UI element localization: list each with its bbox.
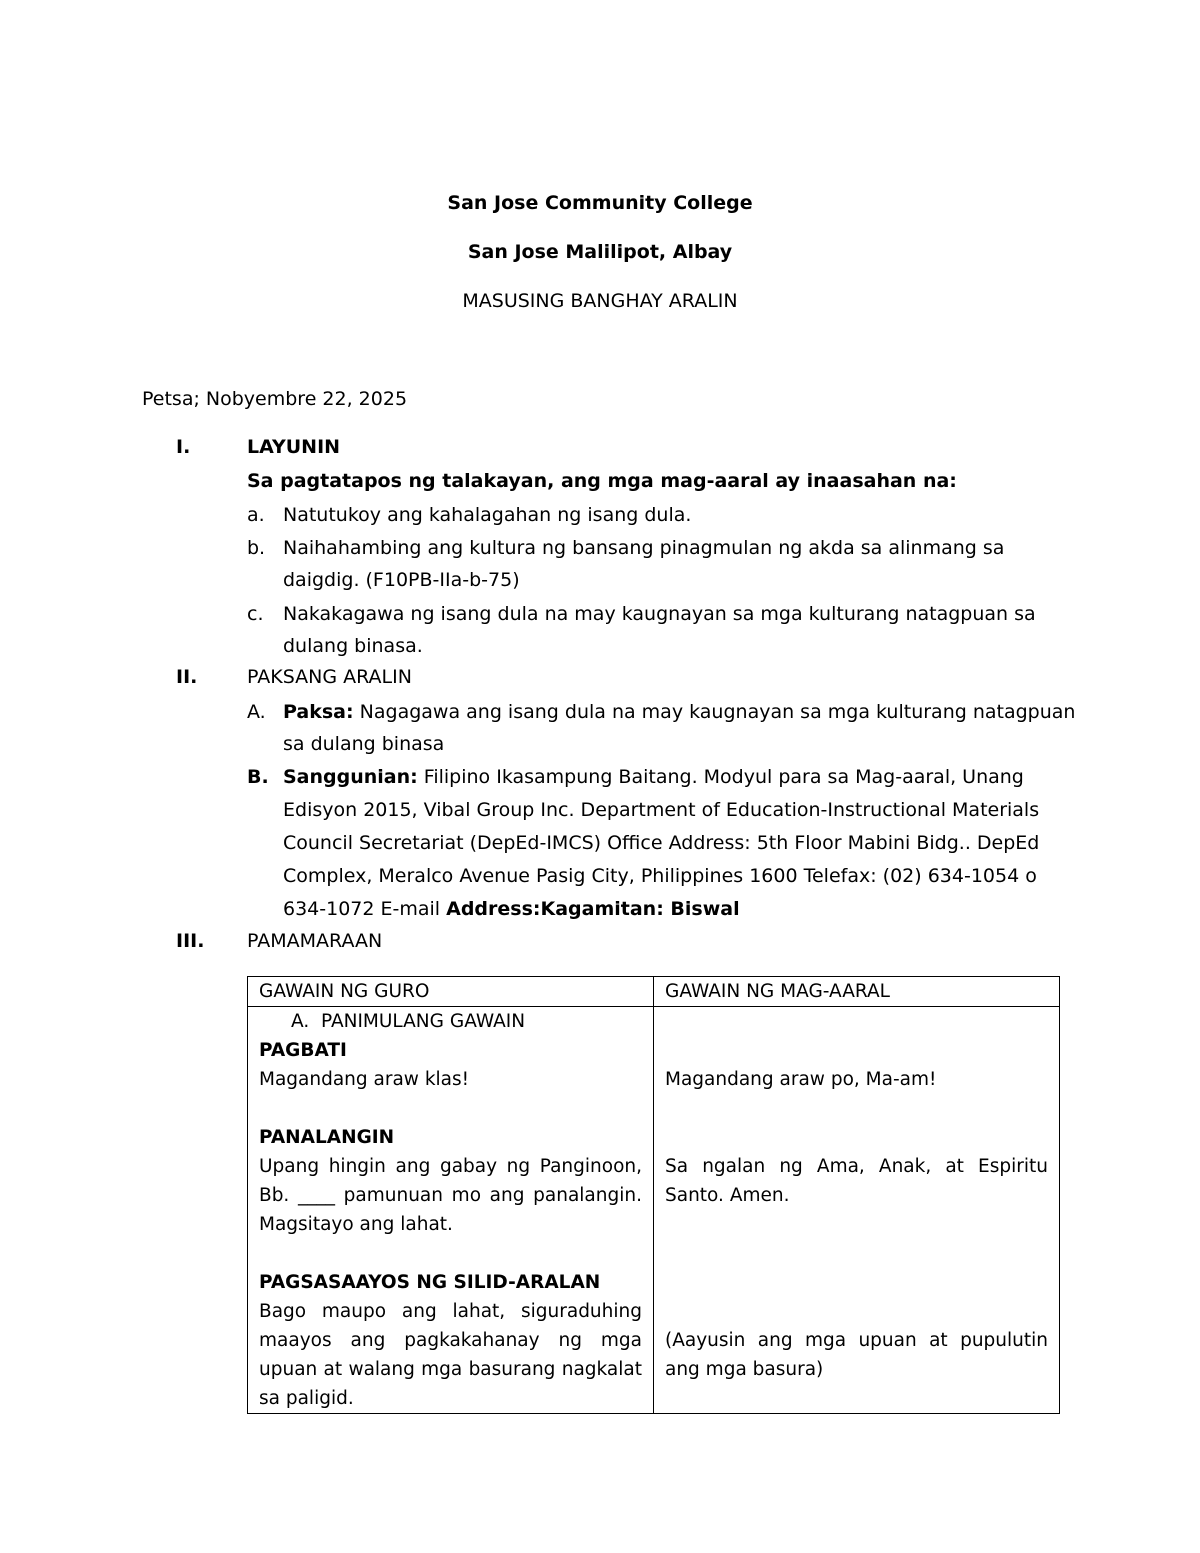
sanggunian-marker: B. bbox=[247, 766, 269, 788]
sanggunian-line3: Council Secretariat (DepEd-IMCS) Office Address: 5th Floor Mabini Bidg.. DepEd bbox=[283, 832, 1040, 854]
mag-aaral-column bbox=[654, 1007, 1060, 1414]
objective-a-marker: a. bbox=[247, 504, 265, 526]
pagsasaayos-mag-aaral: (Aayusin ang mga upuan at pupulutin ang mga basura) bbox=[665, 1330, 1048, 1380]
sanggunian-label: Sanggunian: bbox=[283, 766, 418, 788]
panalangin-mag-aaral: Sa ngalan ng Ama, Anak, at Espiritu Santo. Amen. bbox=[665, 1156, 1048, 1206]
date-line: Petsa; Nobyembre 22, 2025 bbox=[142, 388, 408, 410]
panalangin-guro: Upang hingin ang gabay ng Panginoon, Bb. ____ pamunuan mo ang panalangin. Magsitayo ang lahat. bbox=[259, 1156, 642, 1235]
guro-column bbox=[248, 1007, 654, 1414]
header-mag-aaral: GAWAIN NG MAG-AARAL bbox=[654, 977, 1060, 1007]
part-title-text: PANIMULANG GAWAIN bbox=[320, 1011, 526, 1032]
section-1-intro: Sa pagtatapos ng talakayan, ang mga mag-aaral ay inaasahan na: bbox=[247, 470, 957, 492]
paksa-text: Nagagawa ang isang dula na may kaugnayan sa mga kulturang natagpuan bbox=[353, 701, 1076, 723]
section-3-heading: PAMAMARAAN bbox=[247, 930, 383, 952]
paksa-label: Paksa: bbox=[283, 701, 354, 723]
objective-b-marker: b. bbox=[247, 537, 266, 559]
sanggunian-line2: Edisyon 2015, Vibal Group Inc. Department of Education-Instructional Materials bbox=[283, 799, 1040, 821]
pagbati-guro: Magandang araw klas! bbox=[259, 1069, 470, 1090]
section-2-numeral: II. bbox=[176, 666, 198, 688]
sanggunian-text: Filipino Ikasampung Baitang. Modyul para sa Mag-aaral, Unang bbox=[417, 766, 1024, 788]
header-guro: GAWAIN NG GURO bbox=[248, 977, 654, 1007]
pagsasaayos-heading: PAGSASAAYOS NG SILID-ARALAN bbox=[259, 1272, 601, 1293]
sanggunian-line5 bbox=[283, 898, 740, 920]
table-row bbox=[248, 1007, 1060, 1414]
paksa-marker: A. bbox=[247, 701, 266, 723]
sanggunian-email: 634-1072 E-mail bbox=[283, 898, 447, 920]
gawain-table bbox=[247, 976, 1060, 1414]
sanggunian-line4: Complex, Meralco Avenue Pasig City, Philippines 1600 Telefax: (02) 634-1054 o bbox=[283, 865, 1037, 887]
objective-c-marker: c. bbox=[247, 603, 264, 625]
kagamitan-label: Address:Kagamitan: Biswal bbox=[446, 898, 740, 920]
school-name: San Jose Community College bbox=[447, 192, 753, 214]
school-location: San Jose Malilipot, Albay bbox=[467, 241, 733, 263]
part-marker: A. bbox=[291, 1011, 310, 1032]
pagbati-heading: PAGBATI bbox=[259, 1040, 347, 1061]
objective-a-text: Natutukoy ang kahalagahan ng isang dula. bbox=[283, 504, 692, 526]
panalangin-heading: PANALANGIN bbox=[259, 1127, 395, 1148]
part-title bbox=[259, 1007, 642, 1036]
objective-b-text-line1: Naihahambing ang kultura ng bansang pinagmulan ng akda sa alinmang sa bbox=[283, 537, 1005, 559]
table-header-row bbox=[248, 977, 1060, 1007]
document-title: MASUSING BANGHAY ARALIN bbox=[462, 290, 738, 312]
paksa-line2: sa dulang binasa bbox=[283, 733, 445, 755]
pagbati-mag-aaral: Magandang araw po, Ma-am! bbox=[665, 1069, 937, 1090]
section-1-heading: LAYUNIN bbox=[247, 436, 341, 458]
paksa-line1 bbox=[283, 701, 1075, 723]
pagsasaayos-guro: Bago maupo ang lahat, siguraduhing maayos ang pagkakahanay ng mga upuan at walang mga basurang nagkalat sa paligid. bbox=[259, 1301, 642, 1409]
section-1-numeral: I. bbox=[176, 436, 191, 458]
sanggunian-line1 bbox=[283, 766, 1024, 788]
section-2-heading: PAKSANG ARALIN bbox=[247, 666, 412, 688]
section-3-numeral: III. bbox=[176, 930, 205, 952]
objective-c-text-line1: Nakakagawa ng isang dula na may kaugnayan sa mga kulturang natagpuan sa bbox=[283, 603, 1036, 625]
objective-b-text-line2: daigdig. (F10PB-IIa-b-75) bbox=[283, 569, 520, 591]
objective-c-text-line2: dulang binasa. bbox=[283, 635, 423, 657]
